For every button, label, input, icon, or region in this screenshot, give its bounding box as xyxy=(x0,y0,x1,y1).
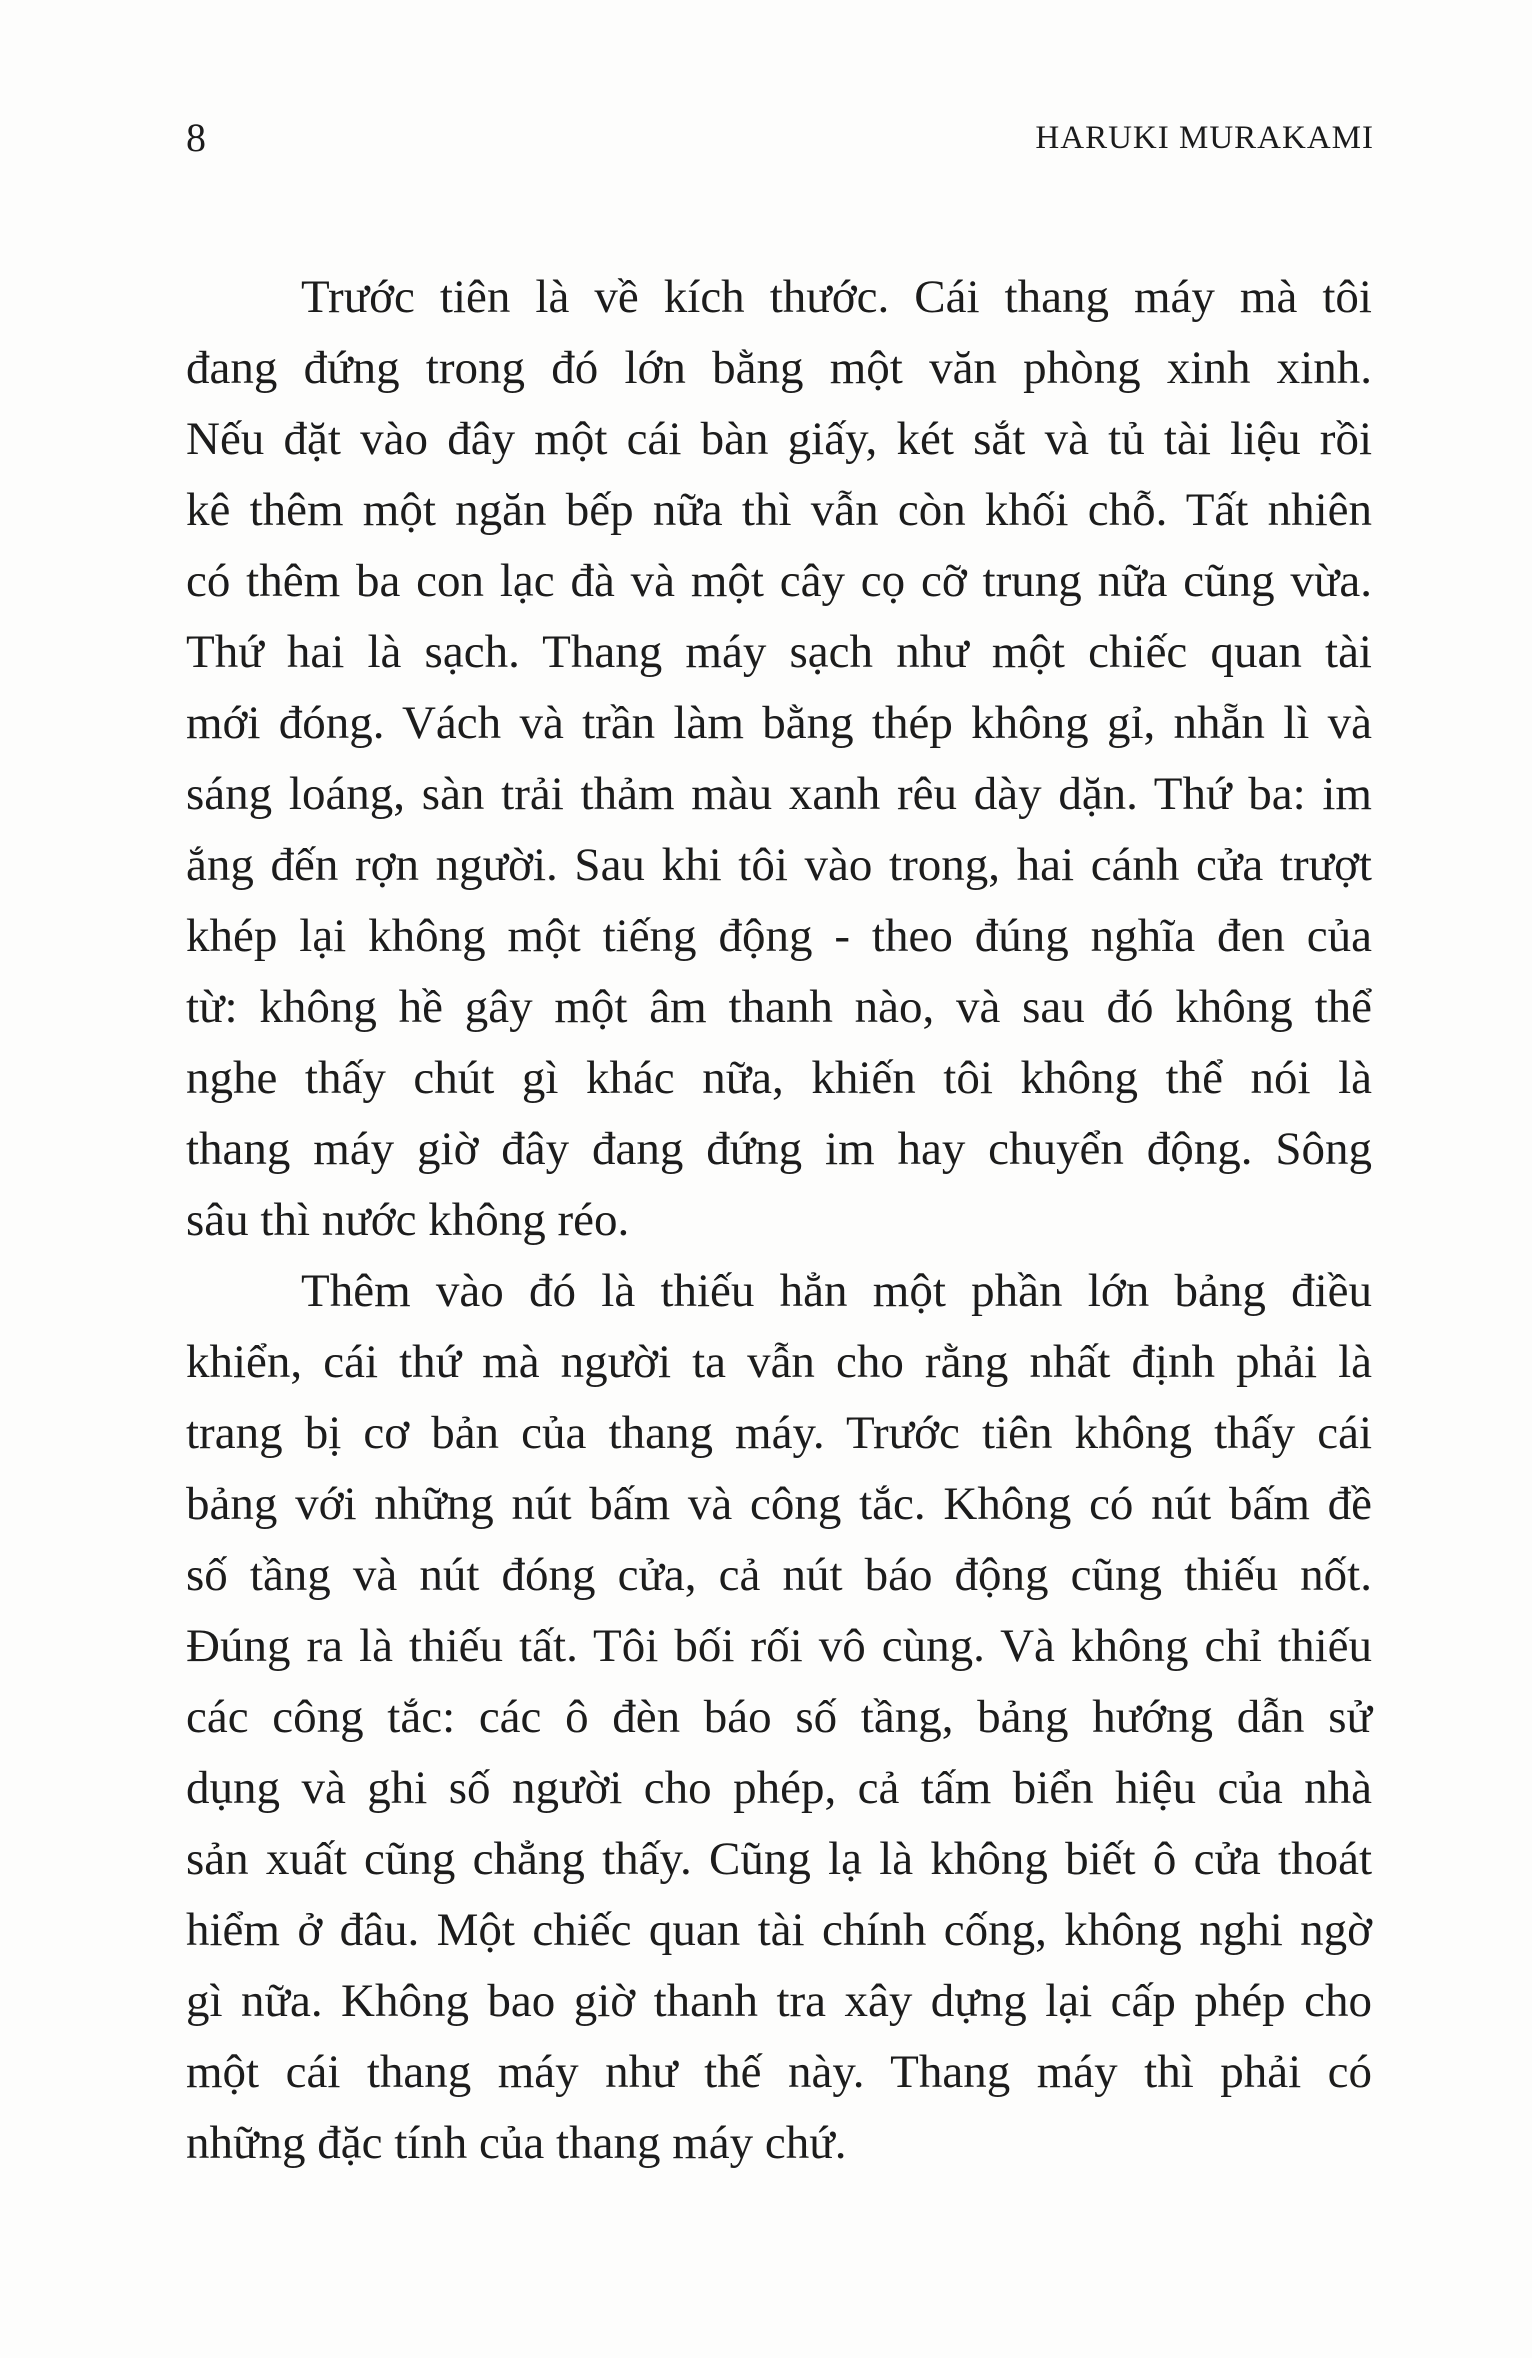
text-line: các công tắc: các ô đèn báo số tầng, bảng hướng dẫn sử xyxy=(186,1691,1372,1743)
text-line: Thêm vào đó là thiếu hẳn một phần lớn bảng điều xyxy=(301,1265,1372,1317)
text-line: thang máy giờ đây đang đứng im hay chuyển động. Sông xyxy=(186,1123,1372,1175)
text-line: sâu thì nước không réo. xyxy=(186,1194,630,1246)
text-line: đang đứng trong đó lớn bằng một văn phòng xinh xinh. xyxy=(186,342,1372,394)
text-line: mới đóng. Vách và trần làm bằng thép không gỉ, nhẵn lì và xyxy=(186,697,1372,749)
text-line: số tầng và nút đóng cửa, cả nút báo động cũng thiếu nốt. xyxy=(186,1549,1372,1601)
text-line: một cái thang máy như thế này. Thang máy thì phải có xyxy=(186,2046,1372,2098)
text-line: Nếu đặt vào đây một cái bàn giấy, két sắt và tủ tài liệu rồi xyxy=(186,413,1372,465)
text-line: khép lại không một tiếng động - theo đúng nghĩa đen của xyxy=(186,910,1372,962)
text-line: khiển, cái thứ mà người ta vẫn cho rằng nhất định phải là xyxy=(186,1336,1372,1388)
text-line: những đặc tính của thang máy chứ. xyxy=(186,2117,847,2169)
text-line: Đúng ra là thiếu tất. Tôi bối rối vô cùng. Và không chỉ thiếu xyxy=(186,1620,1372,1672)
text-line: từ: không hề gây một âm thanh nào, và sau đó không thể xyxy=(186,981,1372,1033)
paragraph-1 xyxy=(186,262,1372,1256)
page-header xyxy=(186,108,1374,168)
text-line: sản xuất cũng chẳng thấy. Cũng lạ là không biết ô cửa thoát xyxy=(186,1833,1372,1885)
text-line: ắng đến rợn người. Sau khi tôi vào trong, hai cánh cửa trượt xyxy=(186,839,1372,891)
text-line: bảng với những nút bấm và công tắc. Không có nút bấm đề xyxy=(186,1478,1372,1530)
text-line: trang bị cơ bản của thang máy. Trước tiên không thấy cái xyxy=(186,1407,1372,1459)
page-number: 8 xyxy=(186,115,206,160)
text-line: nghe thấy chút gì khác nữa, khiến tôi không thể nói là xyxy=(186,1052,1372,1104)
paragraph-2 xyxy=(186,1256,1372,2179)
running-head-author: HARUKI MURAKAMI xyxy=(1035,120,1374,156)
text-line: kê thêm một ngăn bếp nữa thì vẫn còn khối chỗ. Tất nhiên xyxy=(186,484,1372,536)
text-line: Trước tiên là về kích thước. Cái thang máy mà tôi xyxy=(301,271,1372,323)
text-line: sáng loáng, sàn trải thảm màu xanh rêu dày dặn. Thứ ba: im xyxy=(186,768,1372,820)
text-line: dụng và ghi số người cho phép, cả tấm biển hiệu của nhà xyxy=(186,1762,1372,1814)
text-line: có thêm ba con lạc đà và một cây cọ cỡ trung nữa cũng vừa. xyxy=(186,555,1372,607)
text-line: gì nữa. Không bao giờ thanh tra xây dựng lại cấp phép cho xyxy=(186,1975,1372,2027)
body-text xyxy=(186,262,1372,2179)
text-line: hiểm ở đâu. Một chiếc quan tài chính cống, không nghi ngờ xyxy=(186,1904,1372,1956)
text-line: Thứ hai là sạch. Thang máy sạch như một chiếc quan tài xyxy=(186,626,1372,678)
